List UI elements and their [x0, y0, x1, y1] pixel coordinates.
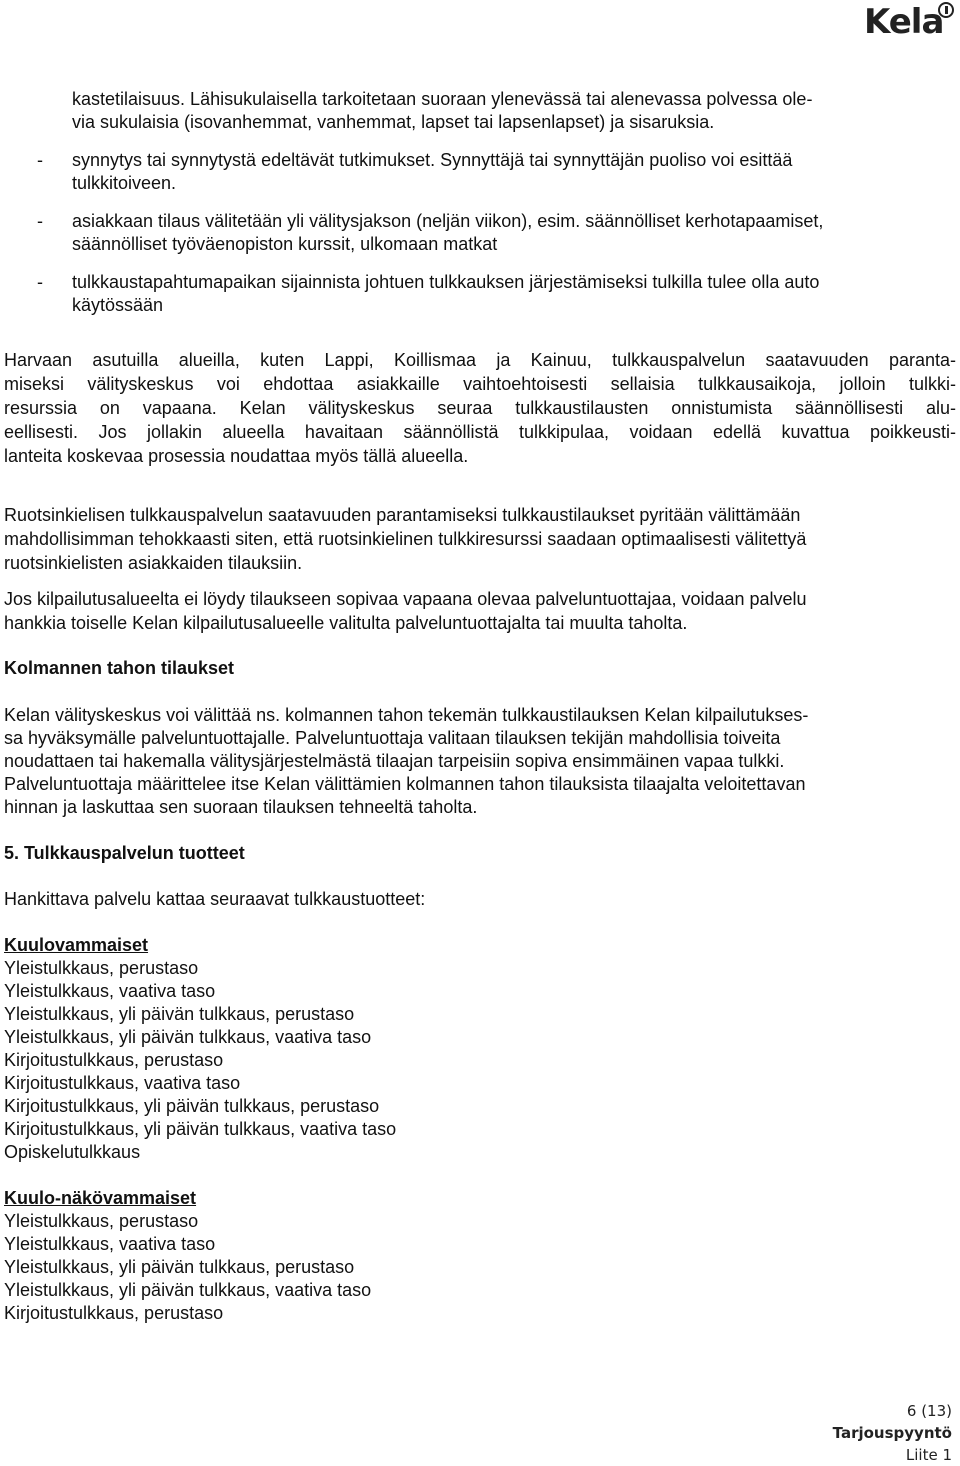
paragraph-line: Palveluntuottaja määrittelee itse Kelan välittämien kolmannen tahon tilauksista tilaajalta veloitettavan: [4, 774, 806, 794]
paragraph-line: Harvaan asutuilla alueilla, kuten Lappi, Koillismaa ja Kainuu, tulkkauspalvelun saatavuuden paranta-: [4, 350, 956, 370]
bullet-line: asiakkaan tilaus välitetään yli välitysjakson (neljän viikon), esim. säännölliset kerhotapaamiset,: [72, 211, 824, 231]
paragraph-line: resurssia on vapaana. Kelan välityskeskus seuraa tulkkaustilausten onnistumista säännöllisesti alu-: [4, 398, 956, 418]
paragraph-line: lanteita koskevaa prosessia noudattaa myös tällä alueella.: [4, 446, 469, 466]
paragraph-line: hankkia toiselle Kelan kilpailutusalueelle valitulta palveluntuottajalta tai muulta taholta.: [4, 613, 688, 633]
group-heading: Kuulovammaiset: [4, 935, 149, 955]
list-item: Yleistulkkaus, yli päivän tulkkaus, perustaso: [4, 1004, 355, 1024]
list-item: Opiskelutulkkaus: [4, 1142, 141, 1162]
bullet-line: käytössään: [72, 295, 164, 315]
bullet-line: via sukulaisia (isovanhemmat, vanhemmat, lapset tai lapsenlapset) ja sisaruksia.: [72, 112, 715, 132]
document-title: Tarjouspyyntö: [832, 1424, 952, 1442]
attachment-label: Liite 1: [905, 1446, 952, 1464]
list-item: Yleistulkkaus, vaativa taso: [4, 981, 216, 1001]
bullet-dash: -: [37, 272, 43, 292]
paragraph-line: Hankittava palvelu kattaa seuraavat tulkkaustuotteet:: [4, 889, 426, 909]
paragraph-line: eellisesti. Jos jollakin alueella havaitaan säännöllistä tulkkipulaa, voidaan edellä kuvattua poikkeusti-: [4, 422, 956, 442]
list-item: Yleistulkkaus, yli päivän tulkkaus, vaativa taso: [4, 1280, 372, 1300]
list-item: Kirjoitustulkkaus, yli päivän tulkkaus, vaativa taso: [4, 1119, 397, 1139]
bullet-line: tulkkaustapahtumapaikan sijainnista johtuen tulkkauksen järjestämiseksi tulkilla tulee olla auto: [72, 272, 820, 292]
section-heading: 5. Tulkkauspalvelun tuotteet: [4, 843, 245, 863]
list-item: Yleistulkkaus, perustaso: [4, 1211, 199, 1231]
bullet-line: kastetilaisuus. Lähisukulaisella tarkoitetaan suoraan ylenevässä tai alenevassa polvessa ole-: [72, 89, 813, 109]
paragraph-line: mahdollisimman tehokkaasti siten, että ruotsinkielinen tulkkiresurssi saadaan optimaalisesti välitettyä: [4, 529, 807, 549]
section-heading: Kolmannen tahon tilaukset: [4, 658, 235, 678]
list-item: Yleistulkkaus, yli päivän tulkkaus, perustaso: [4, 1257, 355, 1277]
group-heading: Kuulo-näkövammaiset: [4, 1188, 197, 1208]
paragraph-line: ruotsinkielisten asiakkaiden tilauksiin.: [4, 553, 303, 573]
list-item: Kirjoitustulkkaus, vaativa taso: [4, 1073, 241, 1093]
page-number: 6 (13): [906, 1402, 952, 1420]
paragraph-line: Ruotsinkielisen tulkkauspalvelun saatavuuden parantamiseksi tulkkaustilaukset pyritään välittämään: [4, 505, 801, 525]
bullet-line: säännölliset työväenopiston kurssit, ulkomaan matkat: [72, 234, 498, 254]
bullet-dash: -: [37, 211, 43, 231]
logo-text: Kela: [864, 2, 944, 42]
paragraph-line: hinnan ja laskuttaa sen suoraan tilauksen tehneeltä taholta.: [4, 797, 478, 817]
list-item: Yleistulkkaus, yli päivän tulkkaus, vaativa taso: [4, 1027, 372, 1047]
bullet-line: synnytys tai synnytystä edeltävät tutkimukset. Synnyttäjä tai synnyttäjän puoliso voi esittää: [72, 150, 793, 170]
list-item: Yleistulkkaus, vaativa taso: [4, 1234, 216, 1254]
paragraph-line: Jos kilpailutusalueelta ei löydy tilaukseen sopivaa vapaana olevaa palveluntuottajaa, voidaan palvelu: [4, 589, 807, 609]
paragraph-line: Kelan välityskeskus voi välittää ns. kolmannen tahon tekemän tulkkaustilauksen Kelan kilpailutukses-: [4, 705, 809, 725]
list-item: Yleistulkkaus, perustaso: [4, 958, 199, 978]
kela-logo: [864, 2, 954, 44]
paragraph-line: sa hyväksymälle palveluntuottajalle. Palveluntuottaja valitaan tilauksen tekijän mahdollisia toiveita: [4, 728, 781, 748]
paragraph-line: noudattaen tai hakemalla välitysjärjestelmästä tilaajan tarpeisiin sopiva ensimmäinen vapaa tulkki.: [4, 751, 785, 771]
list-item: Kirjoitustulkkaus, perustaso: [4, 1303, 224, 1323]
list-item: Kirjoitustulkkaus, yli päivän tulkkaus, perustaso: [4, 1096, 380, 1116]
bullet-dash: -: [37, 150, 43, 170]
list-item: Kirjoitustulkkaus, perustaso: [4, 1050, 224, 1070]
paragraph-line: miseksi välityskeskus voi ehdottaa asiakkaille vaihtoehtoisesti sellaisia tulkkausaikoja, jolloin tulkki-: [4, 374, 956, 394]
bullet-line: tulkkitoiveen.: [72, 173, 177, 193]
info-badge-icon: [938, 2, 954, 18]
